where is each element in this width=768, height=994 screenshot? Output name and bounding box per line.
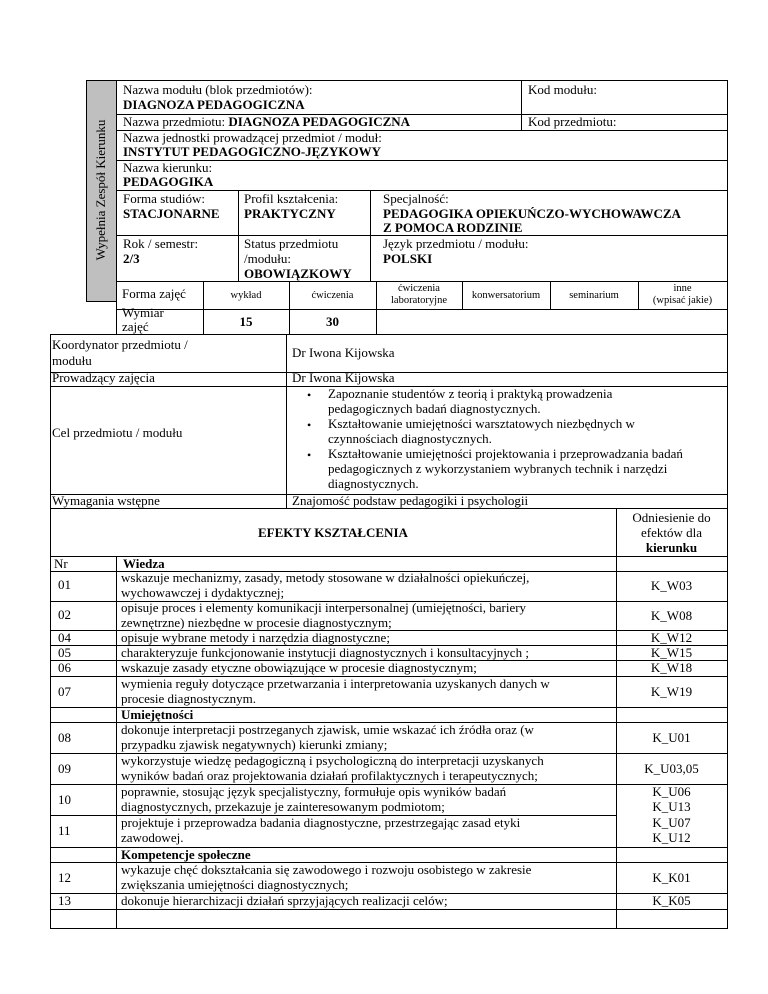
skills-title: Umiejętności bbox=[121, 707, 194, 722]
rule bbox=[116, 309, 728, 310]
study-form-label: Forma studiów: bbox=[123, 191, 205, 206]
status: OBOWIĄZKOWY bbox=[244, 266, 352, 281]
hours-exercises: 30 bbox=[326, 314, 339, 329]
rule bbox=[116, 556, 117, 929]
row-nr: 06 bbox=[58, 660, 71, 675]
teacher-label: Prowadzący zajęcia bbox=[52, 370, 155, 385]
rule bbox=[238, 190, 239, 281]
goal-label: Cel przedmiotu / modułu bbox=[52, 425, 183, 440]
class-type-lab-1: ćwiczenia bbox=[398, 283, 440, 294]
row-ref: K_U12 bbox=[652, 830, 691, 845]
rule bbox=[521, 80, 522, 130]
module-name: DIAGNOZA PEDAGOGICZNA bbox=[123, 97, 305, 112]
row-ref: K_W18 bbox=[650, 660, 693, 675]
unit-label: Nazwa jednostki prowadzącej przedmiot / moduł: bbox=[123, 130, 382, 145]
status-label-1: Status przedmiotu bbox=[244, 236, 339, 251]
goal-bullet: • bbox=[307, 388, 312, 402]
ref-header-1: Odniesienie do bbox=[632, 510, 711, 525]
goal-3-line-1: Kształtowanie umiejętności projektowania i przeprowadzania badań bbox=[328, 446, 683, 461]
subject-code-label: Kod przedmiotu: bbox=[528, 114, 617, 129]
rule bbox=[86, 301, 116, 302]
row-ref: K_W03 bbox=[650, 578, 693, 593]
row-ref: K_W12 bbox=[650, 630, 693, 645]
requirements: Znajomość podstaw pedagogiki i psychologii bbox=[292, 493, 529, 508]
rule bbox=[86, 80, 728, 81]
social-title: Kompetencje społeczne bbox=[121, 847, 251, 862]
class-type-exercises: ćwiczenia bbox=[311, 290, 354, 301]
effects-title: EFEKTY KSZTAŁCENIA bbox=[258, 525, 408, 540]
coordinator-label-1: Koordynator przedmiotu / bbox=[52, 337, 188, 352]
row-nr: 09 bbox=[58, 761, 71, 776]
row-ref: K_U13 bbox=[652, 799, 691, 814]
ref-header-3: kierunku bbox=[645, 540, 698, 555]
row-nr: 05 bbox=[58, 645, 71, 660]
row-ref: K_U01 bbox=[652, 730, 691, 745]
class-type-other-2: (wpisać jakie) bbox=[652, 295, 713, 306]
rule bbox=[116, 80, 117, 334]
rule bbox=[50, 928, 728, 929]
row-ref: K_U07 bbox=[652, 815, 691, 830]
subject-name-label bbox=[123, 115, 410, 130]
class-form-label: Forma zajęć bbox=[122, 286, 186, 301]
year: 2/3 bbox=[123, 251, 140, 266]
coordinator: Dr Iwona Kijowska bbox=[292, 345, 395, 360]
goal-bullet: • bbox=[307, 418, 312, 432]
row-nr: 01 bbox=[58, 577, 71, 592]
class-type-seminar: seminarium bbox=[569, 290, 619, 301]
rule bbox=[727, 80, 728, 929]
goal-3-line-3: diagnostycznych. bbox=[328, 476, 419, 491]
rule bbox=[50, 334, 51, 929]
row-text: zawodowej. bbox=[121, 830, 184, 845]
row-ref: K_K01 bbox=[652, 870, 691, 885]
profile-label: Profil kształcenia: bbox=[244, 191, 339, 206]
year-label: Rok / semestr: bbox=[123, 236, 199, 251]
row-ref: K_W19 bbox=[650, 684, 693, 699]
row-ref: K_W08 bbox=[650, 608, 693, 623]
row-nr: 11 bbox=[58, 823, 71, 838]
rule bbox=[370, 190, 371, 281]
row-ref: K_U03,05 bbox=[644, 761, 699, 776]
specialty-line2: Z POMOCA RODZINIE bbox=[383, 220, 523, 235]
row-ref: K_W15 bbox=[650, 645, 693, 660]
row-text: wykorzystuje wiedzę pedagogiczną i psychologiczną do interpretacji uzyskanych bbox=[121, 753, 544, 768]
class-type-lecture: wykład bbox=[230, 290, 262, 301]
nr-header: Nr bbox=[54, 556, 68, 571]
row-ref: K_U06 bbox=[652, 784, 691, 799]
row-text: poprawnie, stosując język specjalistyczny, formułuje opis wyników badań bbox=[121, 784, 507, 799]
module-name-label: Nazwa modułu (blok przedmiotów): bbox=[123, 82, 313, 97]
side-label bbox=[86, 80, 116, 300]
row-text: zewnętrzne) niezbędne w procesie diagnostycznym; bbox=[121, 615, 392, 630]
profile: PRAKTYCZNY bbox=[244, 206, 336, 221]
row-text: diagnostycznych, przekazuje je zainteresowanym podmiotom; bbox=[121, 799, 445, 814]
row-text: dokonuje interpretacji postrzeganych zjawisk, umie wskazać ich źródła oraz (w bbox=[121, 722, 534, 737]
row-text: charakteryzuje funkcjonowanie instytucji diagnostycznych i konsultacyjnych ; bbox=[121, 645, 529, 660]
row-text: projektuje i przeprowadza badania diagnostyczne, przestrzegając zasad etyki bbox=[121, 815, 521, 830]
goal-1-line-2: pedagogicznych badań diagnostycznych. bbox=[328, 401, 541, 416]
rule bbox=[86, 80, 87, 301]
knowledge-title: Wiedza bbox=[123, 556, 165, 571]
goal-2-line-1: Kształtowanie umiejętności warsztatowych niezbędnych w bbox=[328, 416, 635, 431]
unit: INSTYTUT PEDAGOGICZNO-JĘZYKOWY bbox=[123, 144, 381, 159]
row-text: wyników badań oraz projektowania działań profilaktycznych i terapeutycznych; bbox=[121, 768, 538, 783]
row-text: wychowawczej i dydaktycznej; bbox=[121, 585, 285, 600]
row-text: zwiększania umiejętności diagnostycznych; bbox=[121, 877, 349, 892]
row-text: przypadku zjawisk negatywnych) kierunki zmiany; bbox=[121, 737, 388, 752]
row-text: opisuje proces i elementy komunikacji interpersonalnej (umiejętności, bariery bbox=[121, 600, 527, 615]
requirements-label: Wymagania wstępne bbox=[52, 493, 160, 508]
row-text: wskazuje zasady etyczne obowiązujące w procesie diagnostycznym; bbox=[121, 660, 477, 675]
rule bbox=[50, 334, 728, 335]
coordinator-label-2: modułu bbox=[52, 353, 92, 368]
field: PEDAGOGIKA bbox=[123, 174, 214, 189]
row-nr: 12 bbox=[58, 870, 71, 885]
row-nr: 13 bbox=[58, 893, 71, 908]
goal-1-line-1: Zapoznanie studentów z teorią i praktyką prowadzenia bbox=[328, 386, 613, 401]
specialty-line1: PEDAGOGIKA OPIEKUŃCZO-WYCHOWAWCZA bbox=[383, 206, 681, 221]
study-form: STACJONARNE bbox=[123, 206, 220, 221]
class-type-lab-2: laboratoryjne bbox=[391, 295, 447, 306]
ref-header-2: efektów dla bbox=[640, 525, 702, 540]
goal-3-line-2: pedagogicznych z wykorzystaniem wybranych technik i narzędzi bbox=[328, 461, 668, 476]
status-label-2: /modułu: bbox=[244, 251, 291, 266]
subject-name: DIAGNOZA PEDAGOGICZNA bbox=[228, 114, 411, 129]
hours-label-1: Wymiar bbox=[122, 305, 164, 320]
side-label-text: Wypełnia Zespół Kierunku bbox=[93, 119, 108, 261]
goal-2-line-2: czynnościach diagnostycznych. bbox=[328, 431, 492, 446]
row-nr: 10 bbox=[58, 792, 71, 807]
subject-name-label-text: Nazwa przedmiotu: bbox=[123, 114, 226, 129]
hours-label-2: zajęć bbox=[122, 319, 149, 334]
row-ref: K_K05 bbox=[652, 893, 691, 908]
row-text: wymienia reguły dotyczące przetwarzania i interpretowania uzyskanych danych w bbox=[121, 676, 550, 691]
row-text: wykazuje chęć dokształcania się zawodowego i rozwoju osobistego w zakresie bbox=[121, 862, 532, 877]
rule bbox=[50, 909, 728, 910]
field-label: Nazwa kierunku: bbox=[123, 160, 213, 175]
class-type-conversation: konwersatorium bbox=[471, 290, 541, 301]
rule bbox=[286, 334, 287, 508]
class-type-other-1: inne bbox=[673, 283, 692, 294]
row-nr: 07 bbox=[58, 684, 71, 699]
rule bbox=[116, 281, 728, 282]
row-text: opisuje wybrane metody i narzędzia diagnostyczne; bbox=[121, 630, 390, 645]
row-nr: 04 bbox=[58, 630, 71, 645]
goal-bullet: • bbox=[307, 448, 312, 462]
language-label: Język przedmiotu / modułu: bbox=[383, 236, 529, 251]
row-text: procesie diagnostycznym. bbox=[121, 691, 257, 706]
teacher: Dr Iwona Kijowska bbox=[292, 370, 395, 385]
specialty-label: Specjalność: bbox=[383, 191, 449, 206]
row-nr: 08 bbox=[58, 730, 71, 745]
row-text: dokonuje hierarchizacji działań sprzyjających realizacji celów; bbox=[121, 893, 448, 908]
hours-lecture: 15 bbox=[239, 314, 253, 329]
row-text: wskazuje mechanizmy, zasady, metody stosowane w działalności opiekuńczej, bbox=[121, 570, 530, 585]
row-nr: 02 bbox=[58, 607, 71, 622]
language: POLSKI bbox=[383, 251, 433, 266]
module-code-label: Kod modułu: bbox=[528, 82, 597, 97]
